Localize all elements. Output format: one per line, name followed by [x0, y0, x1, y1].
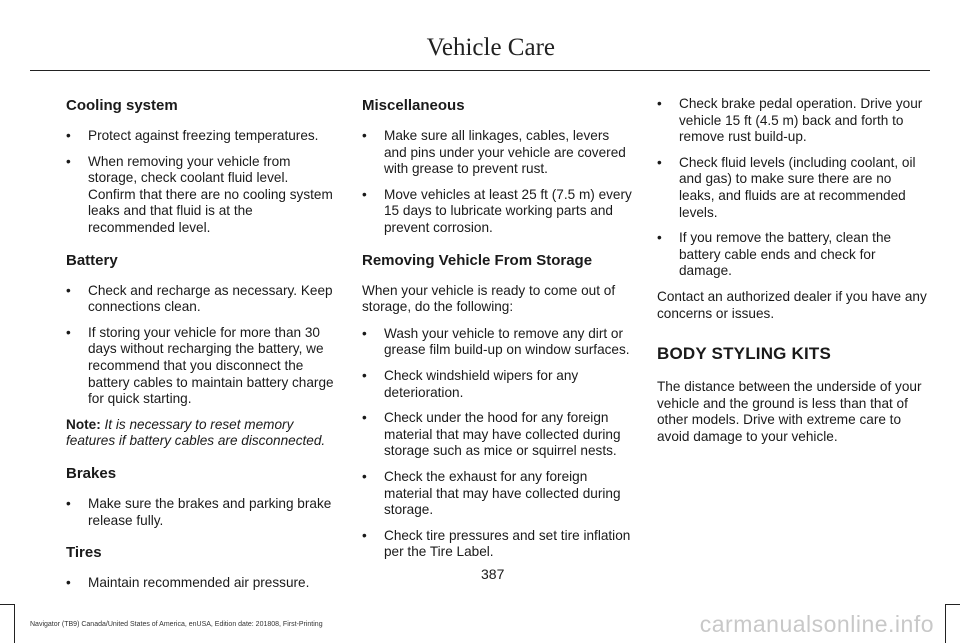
- note-text: It is necessary to reset memory features if battery cables are disconnected.: [66, 416, 326, 449]
- list-item: • Check and recharge as necessary. Keep connections clean.: [66, 283, 336, 316]
- note-label: Note:: [66, 416, 101, 432]
- column-3: [657, 96, 927, 456]
- section-heading: Brakes: [66, 464, 117, 482]
- list-item: • Protect against freezing temperatures.: [66, 128, 336, 145]
- column-2: [362, 96, 632, 570]
- list-item: • If storing your vehicle for more than 30 days without recharging the battery, we recommend that you disconnect the battery cables to maintain battery charge for quick starting.: [66, 325, 336, 408]
- bullet-list: [66, 575, 336, 592]
- section-heading: Miscellaneous: [362, 97, 465, 114]
- column-1: [66, 96, 336, 601]
- bullet-list: [66, 283, 336, 408]
- list-item: • Make sure the brakes and parking brake release fully.: [66, 496, 336, 529]
- list-item: • Check tire pressures and set tire inflation per the Tire Label.: [362, 528, 632, 561]
- bullet-list: [362, 128, 632, 237]
- crop-mark: [946, 604, 960, 605]
- title-divider: [30, 70, 930, 71]
- watermark: carmanualsonline.info: [699, 611, 934, 637]
- bullet-list: [66, 496, 336, 529]
- list-item: • When removing your vehicle from storage, check coolant fluid level. Confirm that there are no cooling system leaks and that fluid is at the recommended level.: [66, 154, 336, 237]
- list-item: • Check fluid levels (including coolant, oil and gas) to make sure there are no leaks, and fluids are at recommended levels.: [657, 155, 927, 221]
- section-heading: Cooling system: [66, 97, 178, 114]
- crop-mark: [945, 604, 946, 643]
- list-item: • Check windshield wipers for any deterioration.: [362, 368, 632, 401]
- list-item: • Move vehicles at least 25 ft (7.5 m) every 15 days to lubricate working parts and prevent corrosion.: [362, 187, 632, 237]
- paragraph: When your vehicle is ready to come out of storage, do the following:: [362, 282, 616, 315]
- list-item: • Maintain recommended air pressure.: [66, 575, 336, 592]
- list-item: • If you remove the battery, clean the battery cable ends and check for damage.: [657, 230, 927, 280]
- list-item: • Wash your vehicle to remove any dirt or grease film build-up on window surfaces.: [362, 326, 632, 359]
- bullet-list: [657, 96, 927, 280]
- chapter-heading: BODY STYLING KITS: [657, 344, 832, 364]
- section-heading: Tires: [66, 544, 102, 562]
- paragraph: The distance between the underside of your vehicle and the ground is less than that of other models. Drive with extreme care to avoid damage to your vehicle.: [657, 379, 922, 444]
- list-item: • Make sure all linkages, cables, levers and pins under your vehicle are covered with grease to prevent rust.: [362, 128, 632, 178]
- page-title: Vehicle Care: [426, 34, 555, 61]
- bullet-list: [66, 128, 336, 237]
- list-item: • Check brake pedal operation. Drive your vehicle 15 ft (4.5 m) back and forth to remove rust build-up.: [657, 96, 927, 146]
- edition-footer: Navigator (TB9) Canada/United States of America, enUSA, Edition date: 201808, First-Printing: [30, 621, 323, 628]
- page-number: 387: [481, 566, 505, 582]
- section-heading: Battery: [66, 251, 118, 269]
- paragraph: Contact an authorized dealer if you have any concerns or issues.: [657, 288, 927, 321]
- note-paragraph: [66, 417, 336, 450]
- crop-mark: [0, 604, 14, 605]
- section-heading: Removing Vehicle From Storage: [362, 251, 593, 269]
- list-item: • Check under the hood for any foreign material that may have collected during storage such as mice or squirrel nests.: [362, 410, 632, 460]
- bullet-list: [362, 326, 632, 561]
- list-item: • Check the exhaust for any foreign material that may have collected during storage.: [362, 469, 632, 519]
- crop-mark: [14, 604, 15, 643]
